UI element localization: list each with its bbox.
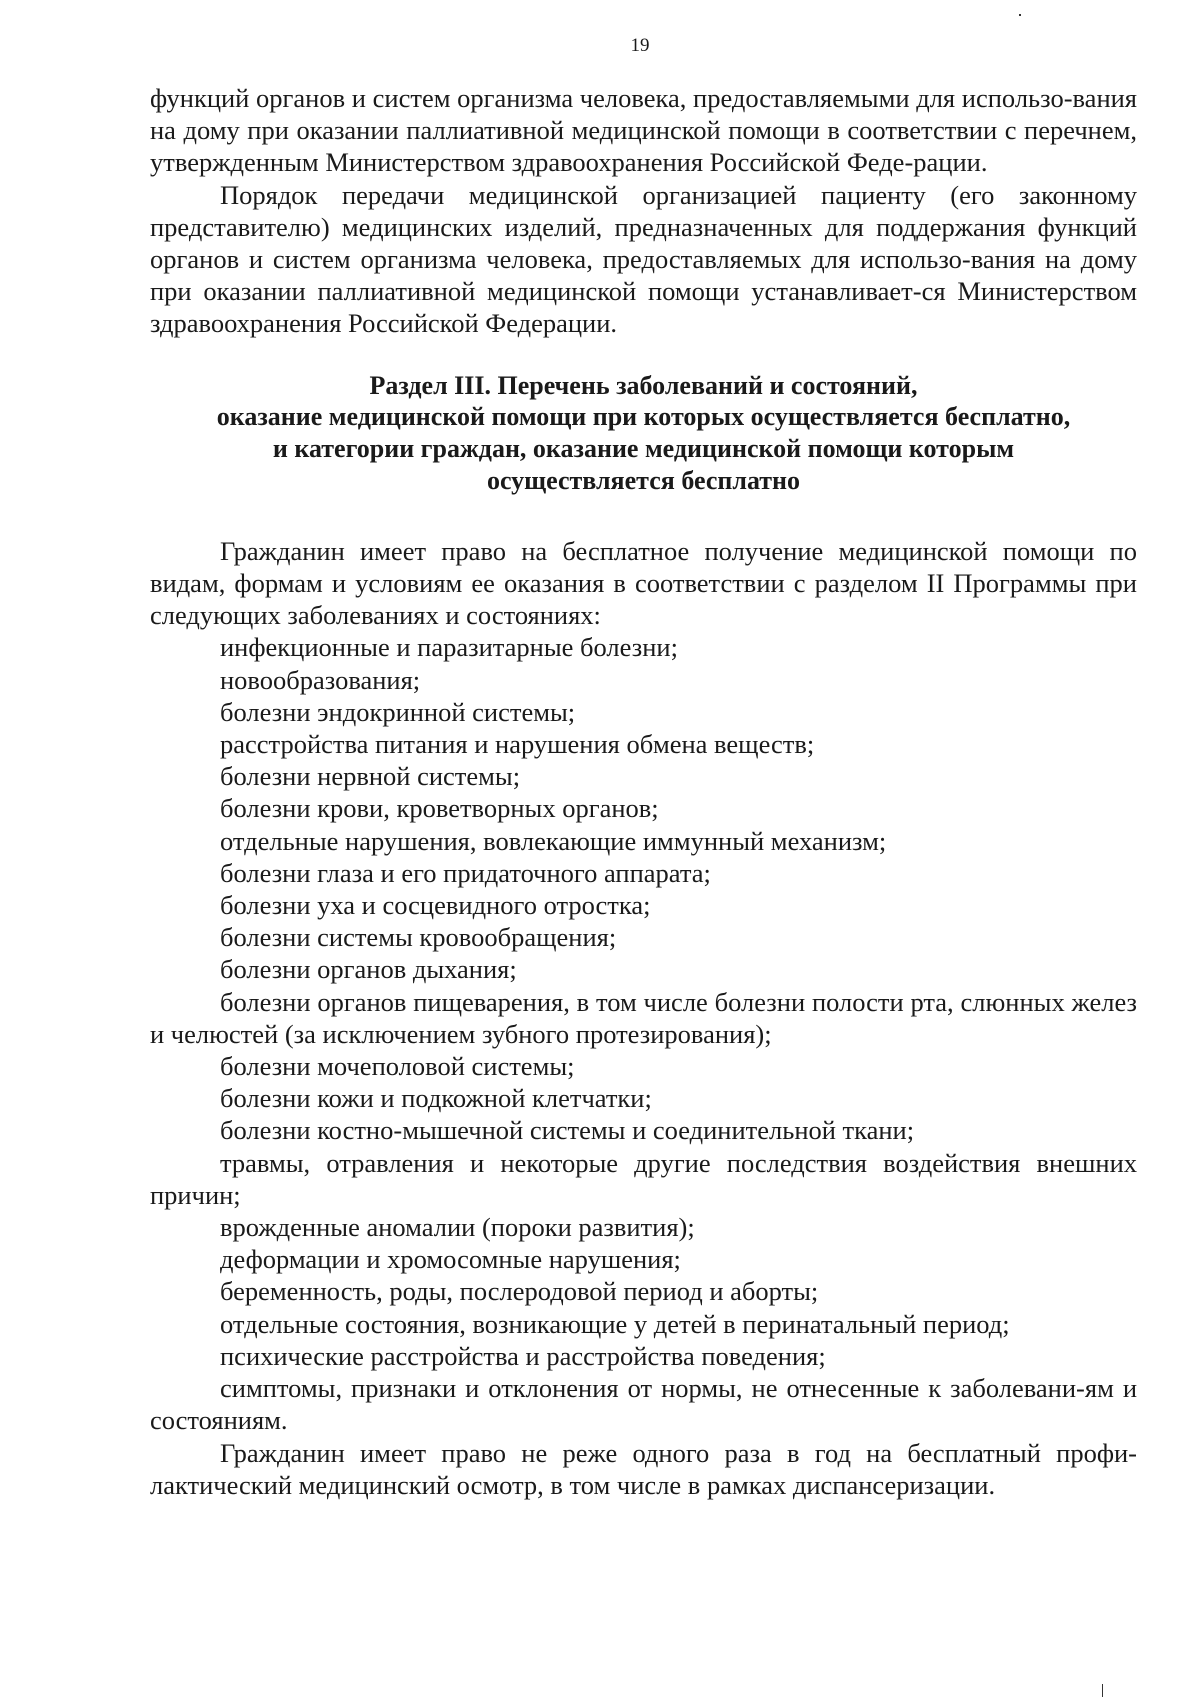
list-item: инфекционные и паразитарные болезни;: [220, 632, 678, 663]
page-number: 19: [630, 35, 650, 56]
section-heading: [150, 370, 1137, 497]
list-item: отдельные нарушения, вовлекающие иммунный механизм;: [220, 825, 887, 856]
section-heading-line: и категории граждан, оказание медицинской помощи которым: [272, 434, 1015, 464]
list-item: беременность, роды, послеродовой период и аборты;: [220, 1276, 819, 1307]
list-item: болезни крови, кроветворных органов;: [220, 793, 659, 824]
list-item: болезни уха и сосцевидного отростка;: [220, 890, 651, 921]
list-item: болезни органов пищеварения, в том числе болезни полости рта, слюнных желез и челюстей (за исключением зубного протезирования);: [150, 986, 1137, 1049]
list-item: травмы, отравления и некоторые другие последствия воздействия внешних причин;: [150, 1147, 1137, 1210]
list-item: болезни органов дыхания;: [220, 954, 517, 985]
list-item: симптомы, признаки и отклонения от нормы, не отнесенные к заболевани-ям и состояниям.: [150, 1373, 1137, 1436]
scan-mark-top: [1019, 14, 1021, 16]
intro-paragraph: Порядок передачи медицинской организацией пациенту (его законному представителю) медицинских изделий, предназначенных для поддержания функций органов и систем организма человека, предоставляемых для использо-вания на дому при оказании паллиативной медицинской помощи устанавливает-ся Министерством здравоохранения Российской Федерации.: [150, 179, 1137, 339]
list-item: врожденные аномалии (пороки развития);: [220, 1212, 695, 1243]
conditions-list: [150, 631, 1137, 1436]
list-item: болезни нервной системы;: [220, 761, 521, 792]
list-item: болезни костно-мышечной системы и соединительной ткани;: [220, 1115, 915, 1146]
section-heading-line: оказание медицинской помощи при которых осуществляется бесплатно,: [216, 402, 1071, 432]
list-item: новообразования;: [220, 664, 421, 695]
list-item: психические расстройства и расстройства поведения;: [220, 1340, 826, 1371]
list-item: болезни системы кровообращения;: [220, 922, 617, 953]
closing-paragraph: Гражданин имеет право не реже одного раза в год на бесплатный профи-лактический медицинский осмотр, в том числе в рамках диспансеризации.: [150, 1437, 1137, 1500]
document-body: [150, 82, 1137, 1501]
section-heading-line: осуществляется бесплатно: [486, 466, 801, 496]
list-item: болезни кожи и подкожной клетчатки;: [220, 1083, 652, 1114]
lead-paragraph: Гражданин имеет право на бесплатное получение медицинской помощи по видам, формам и условиям ее оказания в соответствии с разделом II Программы при следующих заболеваниях и состояниях:: [150, 535, 1137, 631]
list-item: болезни мочеполовой системы;: [220, 1051, 575, 1082]
section-heading-line: Раздел III. Перечень заболеваний и состояний,: [369, 370, 918, 400]
list-item: деформации и хромосомные нарушения;: [220, 1244, 681, 1275]
intro-continuation: функций органов и систем организма человека, предоставляемыми для использо-вания на дому при оказании паллиативной медицинской помощи в соответствии с перечнем, утвержденным Министерством здравоохранения Российской Феде-рации.: [150, 83, 1137, 178]
list-item: отдельные состояния, возникающие у детей в перинатальный период;: [220, 1308, 1010, 1339]
list-item: болезни эндокринной системы;: [220, 696, 576, 727]
list-item: болезни глаза и его придаточного аппарата;: [220, 857, 711, 888]
scan-mark-bottom: [1102, 1684, 1103, 1697]
list-item: расстройства питания и нарушения обмена веществ;: [220, 729, 815, 760]
